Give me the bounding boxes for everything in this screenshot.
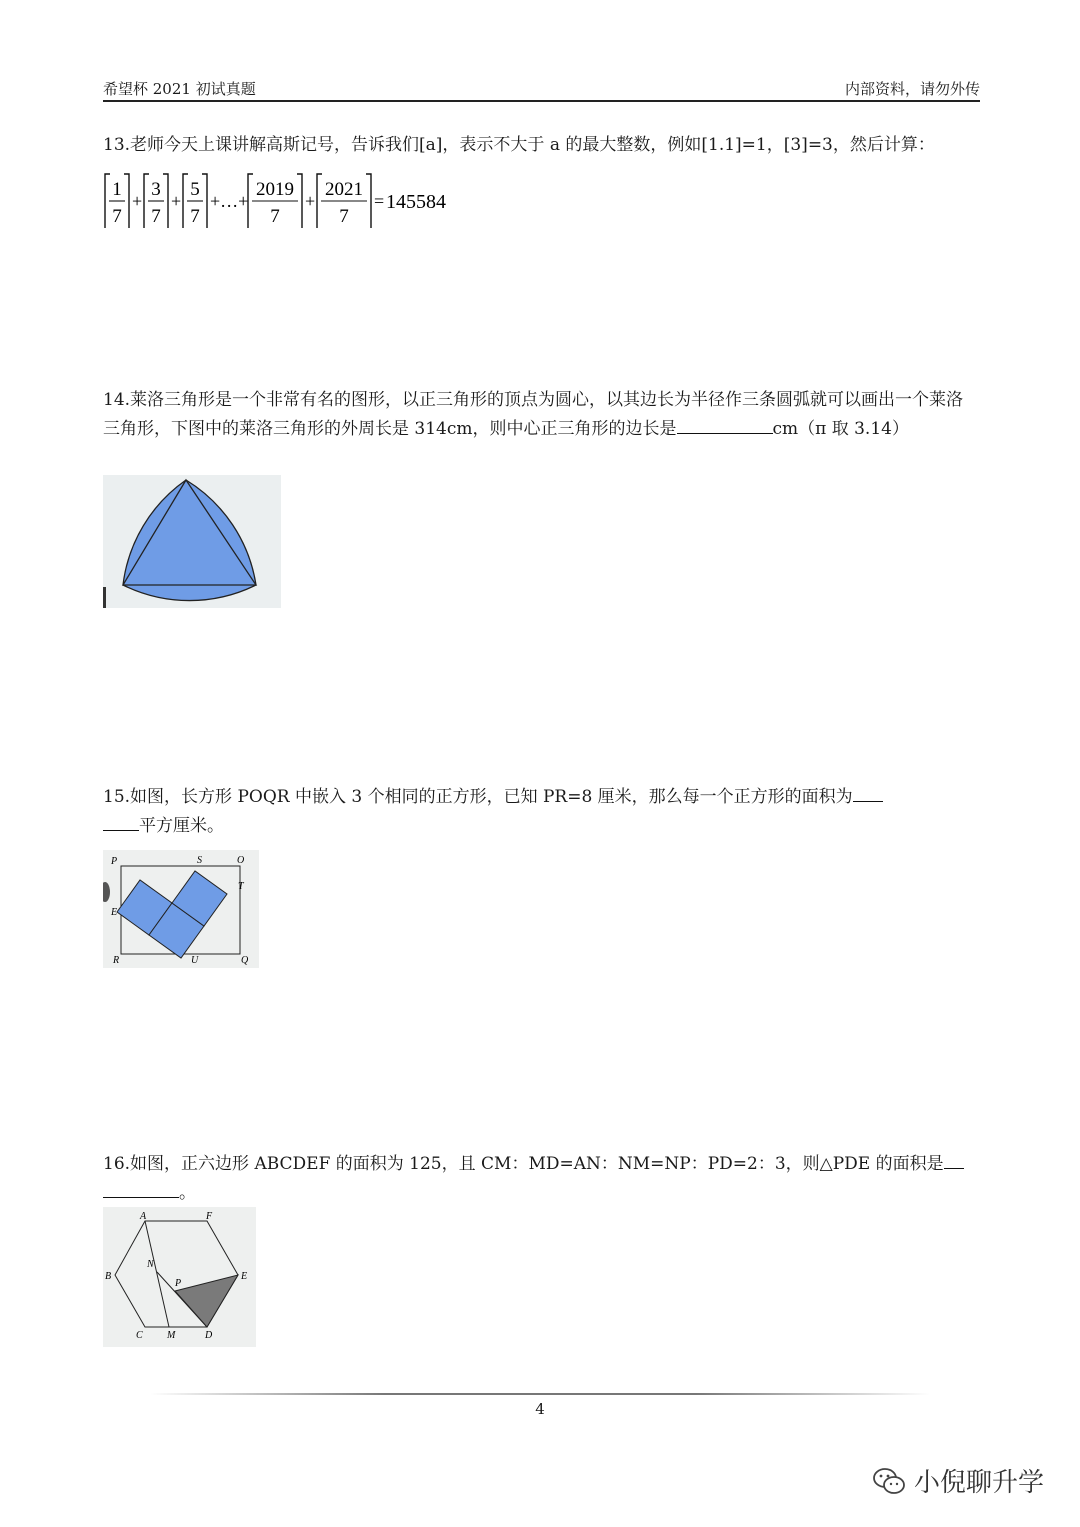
answer-blank[interactable]: [853, 783, 883, 802]
wechat-icon: [872, 1466, 906, 1496]
question-15-text: 15.如图，长方形 POQR 中嵌入 3 个相同的正方形，已知 PR=8 厘米，那么每一个正方形的面积为: [103, 787, 853, 807]
label-C: C: [136, 1330, 143, 1341]
question-14-text: 14.莱洛三角形是一个非常有名的图形，以正三角形的顶点为圆心，以其边长为半径作三条圆弧就可以画出一个莱洛三角形，下图中的莱洛三角形的外周长是 314cm，则中心正三角形的边长是: [103, 390, 964, 439]
term-4-numerator: 2021: [325, 179, 363, 200]
label-U: U: [191, 955, 199, 966]
label-P: P: [175, 1278, 182, 1289]
question-14: [103, 386, 980, 444]
label-E: E: [111, 907, 118, 918]
question-15: [103, 783, 980, 841]
equals-sign: =: [374, 191, 385, 211]
label-P: P: [111, 856, 118, 867]
term-4-denominator: 7: [339, 206, 349, 227]
term-2-numerator: 5: [190, 179, 200, 200]
question-13-formula: [103, 170, 563, 238]
ellipsis: +…+: [210, 191, 249, 211]
label-T: T: [238, 881, 244, 892]
page-header: [103, 76, 980, 102]
watermark: [872, 1462, 1044, 1499]
label-F: F: [206, 1211, 213, 1222]
question-14-text-tail: cm（π 取 3.14）: [772, 419, 909, 439]
page-number: 4: [535, 1400, 545, 1418]
answer-blank[interactable]: [677, 415, 773, 434]
term-2-denominator: 7: [190, 206, 200, 227]
formula-result: 145584: [386, 191, 446, 213]
header-title: 希望杯 2021 初试真题: [103, 80, 256, 98]
label-B: B: [105, 1271, 112, 1282]
hexagon-figure: [103, 1207, 256, 1347]
label-A: A: [140, 1211, 147, 1222]
question-16-text-tail: 。: [179, 1183, 196, 1203]
label-Q: Q: [241, 955, 249, 966]
squares-figure: [103, 850, 259, 968]
answer-blank-cont: [103, 812, 139, 831]
term-3-denominator: 7: [270, 206, 280, 227]
label-N: N: [147, 1259, 154, 1270]
answer-blank-cont: [103, 1179, 179, 1198]
term-1-denominator: 7: [151, 206, 161, 227]
term-0-denominator: 7: [112, 206, 122, 227]
label-M: M: [167, 1330, 176, 1341]
answer-blank[interactable]: [944, 1150, 964, 1169]
plus-sign: +: [132, 191, 143, 211]
term-1-numerator: 3: [151, 179, 161, 200]
footer-divider: [150, 1393, 930, 1395]
question-16: [103, 1150, 980, 1208]
term-3-numerator: 2019: [256, 179, 294, 200]
label-S: S: [197, 855, 202, 866]
label-E: E: [241, 1271, 248, 1282]
header-notice: 内部资料，请勿外传: [844, 80, 980, 98]
question-16-text: 16.如图，正六边形 ABCDEF 的面积为 125，且 CM：MD=AN：NM=NP：PD=2：3，则△PDE 的面积是: [103, 1154, 944, 1174]
label-O: O: [237, 855, 245, 866]
label-R: R: [113, 955, 120, 966]
question-13-text: 13.老师今天上课讲解高斯记号，告诉我们[a]，表示不大于 a 的最大整数，例如[1.1]=1，[3]=3，然后计算：: [103, 135, 935, 155]
gauss-sum-formula: [103, 170, 563, 234]
plus-sign: +: [171, 191, 182, 211]
label-D: D: [205, 1330, 213, 1341]
reuleaux-figure: [103, 475, 281, 608]
question-13: [103, 131, 980, 160]
plus-sign: +: [305, 191, 316, 211]
question-15-text-tail: 平方厘米。: [139, 816, 224, 836]
term-0-numerator: 1: [112, 179, 122, 200]
watermark-text: 小倪聊升学: [913, 1468, 1044, 1498]
